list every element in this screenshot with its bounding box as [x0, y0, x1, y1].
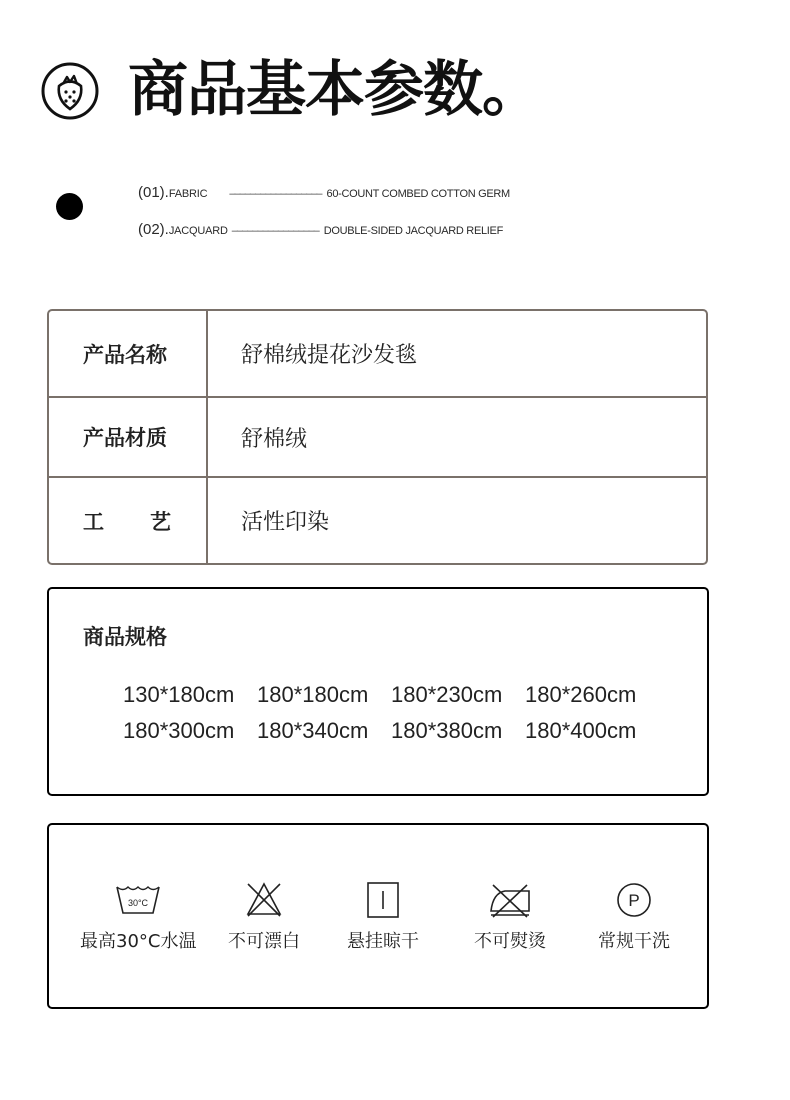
product-info-table: [47, 309, 708, 565]
row-label: 产品材质: [83, 426, 167, 450]
table-row: [49, 398, 706, 476]
spec-line-fabric: [138, 184, 510, 206]
care-label: 最高30°C水温: [80, 931, 197, 952]
care-item-dry-clean: [598, 881, 670, 953]
hang-dry-icon: [360, 881, 406, 919]
dry-clean-letter: P: [628, 891, 640, 910]
spec-name: FABRIC: [168, 188, 208, 200]
care-instructions-box: [47, 823, 709, 1009]
size-item: 180*340cm: [257, 718, 369, 743]
wash-temp-text: 30°C: [128, 898, 149, 908]
size-item: 180*400cm: [525, 718, 637, 743]
spec-value: 60-COUNT COMBED COTTON GERM: [326, 188, 510, 200]
care-item-no-bleach: [228, 881, 300, 953]
care-label: 不可熨烫: [474, 931, 546, 952]
spec-line-jacquard: [138, 221, 503, 243]
care-item-hang-dry: [347, 881, 419, 953]
size-item: 180*180cm: [257, 682, 369, 707]
table-row: [49, 478, 706, 563]
spec-box-title: 商品规格: [83, 625, 167, 649]
dry-clean-p-icon: [611, 881, 657, 919]
table-row: [49, 311, 706, 396]
row-value: 舒棉绒提花沙发毯: [241, 343, 418, 368]
row-value: 舒棉绒: [241, 426, 308, 452]
size-item: 180*260cm: [525, 682, 637, 707]
care-item-wash: [80, 881, 196, 953]
spec-dashes: –––––––––––––––––: [231, 225, 319, 237]
no-iron-icon: [487, 881, 533, 919]
row-label: 产品名称: [83, 342, 167, 367]
care-label: 常规干洗: [598, 931, 670, 952]
care-label: 不可漂白: [228, 931, 300, 952]
care-item-no-iron: [474, 881, 546, 953]
strawberry-logo-icon: [41, 62, 99, 120]
spec-num: (02).: [138, 221, 169, 238]
spec-num: (01).: [138, 184, 169, 201]
no-bleach-icon: [241, 881, 287, 919]
page-title: 商品基本参数。: [128, 55, 541, 125]
spec-name: JACQUARD: [168, 225, 228, 237]
wash-30-icon: [115, 881, 161, 919]
spec-value: DOUBLE-SIDED JACQUARD RELIEF: [323, 225, 504, 237]
size-item: 180*230cm: [391, 682, 503, 707]
spec-dashes: ––––––––––––––––––: [229, 188, 322, 200]
row-value: 活性印染: [241, 510, 330, 535]
bullet-dot: [56, 193, 83, 220]
size-list: [123, 682, 659, 744]
row-label: 工艺: [83, 509, 217, 534]
size-item: 180*380cm: [391, 718, 503, 743]
size-spec-box: [47, 587, 709, 796]
size-item: 180*300cm: [123, 718, 235, 743]
care-label: 悬挂晾干: [347, 931, 419, 952]
size-item: 130*180cm: [123, 682, 235, 707]
